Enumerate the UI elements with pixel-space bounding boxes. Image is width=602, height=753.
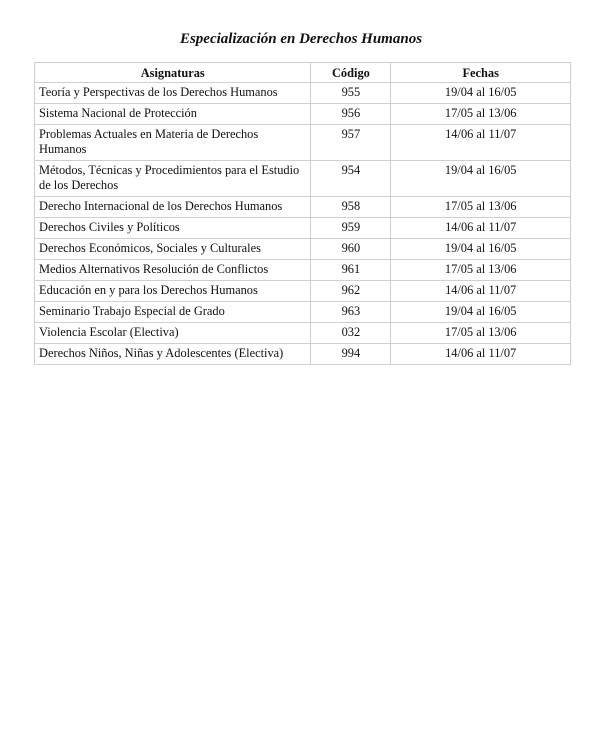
subject-cell: Seminario Trabajo Especial de Grado [35, 302, 311, 323]
table-row [35, 302, 571, 323]
table-row [35, 104, 571, 125]
courses-table [34, 62, 571, 365]
dates-cell: 14/06 al 11/07 [391, 125, 571, 161]
dates-cell: 17/05 al 13/06 [391, 260, 571, 281]
subject-cell: Educación en y para los Derechos Humanos [35, 281, 311, 302]
subject-cell: Derechos Niños, Niñas y Adolescentes (Electiva) [35, 344, 311, 365]
dates-cell: 17/05 al 13/06 [391, 197, 571, 218]
table-row [35, 83, 571, 104]
dates-cell: 19/04 al 16/05 [391, 83, 571, 104]
dates-cell: 14/06 al 11/07 [391, 218, 571, 239]
subject-cell: Teoría y Perspectivas de los Derechos Humanos [35, 83, 311, 104]
dates-cell: 19/04 al 16/05 [391, 302, 571, 323]
table-row [35, 323, 571, 344]
header-code: Código [311, 63, 391, 83]
code-cell: 032 [311, 323, 391, 344]
code-cell: 956 [311, 104, 391, 125]
table-row [35, 260, 571, 281]
dates-cell: 14/06 al 11/07 [391, 344, 571, 365]
table-row [35, 218, 571, 239]
subject-cell: Problemas Actuales en Materia de Derechos Humanos [35, 125, 311, 161]
table-row [35, 161, 571, 197]
code-cell: 954 [311, 161, 391, 197]
subject-cell: Derechos Económicos, Sociales y Culturales [35, 239, 311, 260]
table-row [35, 344, 571, 365]
table-row [35, 197, 571, 218]
table-row [35, 239, 571, 260]
subject-cell: Sistema Nacional de Protección [35, 104, 311, 125]
code-cell: 957 [311, 125, 391, 161]
dates-cell: 17/05 al 13/06 [391, 104, 571, 125]
dates-cell: 17/05 al 13/06 [391, 323, 571, 344]
code-cell: 961 [311, 260, 391, 281]
dates-cell: 19/04 al 16/05 [391, 161, 571, 197]
subject-cell: Medios Alternativos Resolución de Conflictos [35, 260, 311, 281]
code-cell: 994 [311, 344, 391, 365]
page-title: Especialización en Derechos Humanos [179, 31, 423, 47]
dates-cell: 19/04 al 16/05 [391, 239, 571, 260]
code-cell: 960 [311, 239, 391, 260]
header-row [35, 63, 571, 83]
subject-cell: Violencia Escolar (Electiva) [35, 323, 311, 344]
subject-cell: Derecho Internacional de los Derechos Humanos [35, 197, 311, 218]
subject-cell: Métodos, Técnicas y Procedimientos para el Estudio de los Derechos [35, 161, 311, 197]
table-row [35, 281, 571, 302]
table-row [35, 125, 571, 161]
dates-cell: 14/06 al 11/07 [391, 281, 571, 302]
code-cell: 955 [311, 83, 391, 104]
code-cell: 962 [311, 281, 391, 302]
subject-cell: Derechos Civiles y Políticos [35, 218, 311, 239]
header-dates: Fechas [391, 63, 571, 83]
code-cell: 963 [311, 302, 391, 323]
code-cell: 959 [311, 218, 391, 239]
header-subjects: Asignaturas [35, 63, 311, 83]
code-cell: 958 [311, 197, 391, 218]
